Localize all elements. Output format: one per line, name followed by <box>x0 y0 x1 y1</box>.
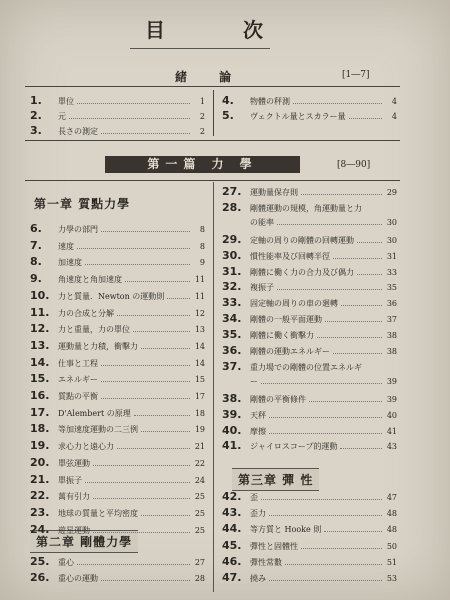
entry-number: 19. <box>30 439 50 453</box>
entry-page: 11 <box>194 275 205 285</box>
toc-entry <box>30 439 205 456</box>
leader-dots <box>277 218 382 225</box>
leader-dots <box>134 409 190 416</box>
leader-dots <box>93 526 190 533</box>
entry-title: 等方質と Hooke 則 <box>250 525 322 535</box>
leader-dots <box>325 315 382 322</box>
leader-dots <box>261 493 382 500</box>
leader-dots <box>269 574 382 581</box>
leader-dots <box>77 242 190 249</box>
entry-title: 撓み <box>250 574 266 583</box>
entry-number: 27. <box>222 185 242 198</box>
entry-number: 29. <box>222 232 242 246</box>
toc-entry <box>222 217 397 234</box>
toc-entry <box>222 185 397 202</box>
entry-page: 39 <box>386 394 397 404</box>
leader-dots <box>269 411 382 418</box>
toc-entry <box>222 265 397 282</box>
entry-page: 13 <box>194 325 205 335</box>
entry-page: 19 <box>194 425 205 435</box>
entry-title: 剛體に働く衝擊力 <box>250 331 314 341</box>
leader-dots <box>269 427 382 434</box>
entry-number: 38. <box>222 391 242 405</box>
entry-number: 28. <box>222 200 242 214</box>
entry-page: 53 <box>386 574 397 583</box>
toc-entry <box>222 424 397 441</box>
leader-dots <box>333 252 382 259</box>
entry-title: 摩擦 <box>250 426 266 436</box>
entry-title: エネルギー <box>58 375 98 385</box>
entry-number: 45. <box>222 538 242 552</box>
entry-page: 17 <box>194 392 205 401</box>
toc-entry <box>222 522 397 539</box>
leader-dots <box>293 97 382 104</box>
leader-dots <box>269 509 382 516</box>
entry-number: 37. <box>222 359 242 373</box>
leader-dots <box>69 112 190 119</box>
leader-dots <box>277 283 382 290</box>
title-rule <box>130 48 270 49</box>
toc-title-char-1: 目 <box>145 18 167 42</box>
toc-entry <box>30 571 205 588</box>
entry-number: 23. <box>30 505 50 519</box>
leader-dots <box>341 299 382 306</box>
entry-title: 長さの測定 <box>58 127 98 136</box>
toc-entry <box>222 392 397 409</box>
leader-dots <box>133 325 190 332</box>
column-divider <box>213 182 214 592</box>
entry-page: 40 <box>386 410 397 420</box>
leader-dots <box>101 574 190 581</box>
entry-number: 6. <box>30 222 42 235</box>
entry-page: 35 <box>386 283 397 293</box>
entry-title: 角速度と角加速度 <box>58 275 122 285</box>
entry-number: 20. <box>30 455 50 469</box>
entry-number: 41. <box>222 439 242 453</box>
toc-entry <box>30 473 205 490</box>
toc-entry <box>30 272 205 289</box>
entry-number: 10. <box>30 288 50 302</box>
leader-dots <box>261 377 382 384</box>
leader-dots <box>285 558 382 565</box>
entry-title: 固定軸の周りの車の廻轉 <box>250 299 338 309</box>
entry-title: 重力場での剛體の位置エネルギ <box>250 362 362 372</box>
entry-number: 30. <box>222 248 242 262</box>
entry-number: 5. <box>222 109 234 122</box>
entry-title: 單位 <box>58 97 74 106</box>
entry-page: 38 <box>386 331 397 341</box>
entry-title: 元 <box>58 112 66 121</box>
toc-entry <box>30 389 205 406</box>
leader-dots <box>85 258 190 265</box>
leader-dots <box>357 268 382 275</box>
entry-page: 25 <box>194 508 205 518</box>
entry-number: 25. <box>30 555 50 568</box>
entry-number: 14. <box>30 355 50 369</box>
entry-number: 26. <box>30 571 50 584</box>
entry-page: 39 <box>386 376 397 386</box>
entry-title: 質點の平衡 <box>58 392 98 401</box>
entry-title: 歪 <box>250 493 258 502</box>
leader-dots <box>93 492 190 499</box>
entry-page: 12 <box>194 308 205 318</box>
entry-title: 剛體の運動エネルギー <box>250 347 330 356</box>
entry-page: 47 <box>386 493 397 502</box>
entry-page: 14 <box>194 358 205 368</box>
entry-page: 14 <box>194 341 205 351</box>
leader-dots <box>357 236 382 243</box>
part-heading: 第一篇 力 學 <box>105 156 300 173</box>
toc-entry <box>222 555 397 572</box>
entry-page: 25 <box>194 525 205 535</box>
entry-page: 25 <box>194 492 205 502</box>
toc-entry <box>30 406 205 423</box>
entry-number: 24. <box>30 522 50 536</box>
entry-page: 22 <box>194 458 205 468</box>
leader-dots <box>77 558 190 565</box>
entry-number: 22. <box>30 489 50 503</box>
entry-title: 物體の秤測 <box>250 97 290 106</box>
entry-page: 15 <box>194 375 205 385</box>
toc-entry <box>30 456 205 473</box>
entry-title: 力と質量．Newton の運動則 <box>58 291 165 301</box>
entry-number: 43. <box>222 506 242 520</box>
entry-number: 1. <box>30 94 42 107</box>
entry-title: 力と重量，力の單位 <box>58 325 130 335</box>
toc-entry <box>222 249 397 266</box>
leader-dots <box>324 525 382 532</box>
toc-entry <box>30 422 205 439</box>
entry-page: 50 <box>386 541 397 551</box>
leader-dots <box>301 188 382 195</box>
leader-dots <box>317 331 382 338</box>
entry-number: 3. <box>30 124 42 137</box>
entry-page: 21 <box>194 442 205 452</box>
leader-dots <box>301 542 382 549</box>
entry-number: 7. <box>30 238 42 252</box>
entry-title: 萬有引力 <box>58 492 90 502</box>
entry-title: 剛體の一般平面運動 <box>250 315 322 325</box>
entry-title: 彈性常數 <box>250 557 282 567</box>
entry-number: 16. <box>30 389 50 402</box>
chapter-1-heading: 第一章 質點力學 <box>34 197 131 211</box>
entry-title: 遊星運動 <box>58 525 90 535</box>
entry-page: 11 <box>194 291 205 301</box>
entry-title: ー <box>250 376 258 386</box>
entry-title: 定軸の周りの剛體の回轉運動 <box>250 235 354 245</box>
entry-title: 單振子 <box>58 475 82 485</box>
leader-dots <box>117 309 190 316</box>
entry-page: 48 <box>386 525 397 535</box>
leader-dots <box>77 97 190 104</box>
entry-number: 13. <box>30 338 50 352</box>
entry-page: 41 <box>386 426 397 436</box>
entry-page: 37 <box>386 315 397 325</box>
toc-entry <box>30 339 205 356</box>
leader-dots <box>85 476 190 483</box>
entry-title: 歪力 <box>250 509 266 519</box>
toc-entry <box>222 490 397 507</box>
entry-title: 運動量保存則 <box>250 188 298 197</box>
entry-page: 51 <box>386 557 397 567</box>
chapter-3-heading: 第三章 彈 性 <box>232 468 319 491</box>
entry-title: 天秤 <box>250 410 266 420</box>
entry-number: 47. <box>222 571 242 584</box>
toc-entry <box>30 555 205 572</box>
leader-dots <box>117 442 190 449</box>
entry-title: 慣性能率及び回轉半徑 <box>250 251 330 261</box>
toc-entry <box>30 372 205 389</box>
entry-number: 39. <box>222 407 242 421</box>
toc-entry <box>30 506 205 523</box>
leader-dots <box>101 392 190 399</box>
toc-entry <box>222 539 397 556</box>
toc-entry <box>30 523 205 540</box>
entry-title: 剛體運動の規模，角運動量と力 <box>250 203 362 213</box>
entry-page: 30 <box>386 235 397 245</box>
leader-dots <box>125 275 190 282</box>
entry-page: 36 <box>386 299 397 309</box>
leader-dots <box>93 459 190 466</box>
entry-number: 31. <box>222 264 242 278</box>
leader-dots <box>167 292 190 299</box>
toc-entry <box>222 506 397 523</box>
entry-title: 單弦運動 <box>58 458 90 468</box>
leader-dots <box>141 425 190 432</box>
toc-title <box>145 14 265 43</box>
toc-entry <box>30 255 205 272</box>
toc-title-char-2: 次 <box>243 18 265 42</box>
entry-title: 重心 <box>58 558 74 567</box>
toc-entry <box>30 322 205 339</box>
entry-page: 43 <box>386 442 397 452</box>
leader-dots <box>309 395 382 402</box>
leader-dots <box>141 509 190 516</box>
intro-range: [1―7] <box>342 70 370 80</box>
entry-page: 8 <box>199 225 205 234</box>
toc-entry <box>222 233 397 250</box>
entry-page: 27 <box>194 558 205 567</box>
entry-page: 29 <box>386 188 397 197</box>
entry-page: 1 <box>199 97 205 106</box>
entry-number: 18. <box>30 422 50 436</box>
entry-number: 42. <box>222 490 242 503</box>
entry-title: 力學の部門 <box>58 225 98 234</box>
entry-page: 30 <box>386 217 397 227</box>
entry-number: 8. <box>30 255 42 269</box>
toc-entry <box>222 328 397 345</box>
entry-number: 21. <box>30 472 50 486</box>
toc-entry <box>222 201 397 218</box>
leader-dots <box>349 112 382 119</box>
toc-entry <box>30 124 205 141</box>
entry-title: 速度 <box>58 241 74 251</box>
toc-entry <box>222 408 397 425</box>
intro-rule-top <box>25 86 400 87</box>
entry-title: 剛體の平衡條件 <box>250 394 306 404</box>
entry-page: 4 <box>391 97 397 106</box>
entry-page: 38 <box>386 347 397 356</box>
toc-entry <box>222 376 397 393</box>
entry-number: 32. <box>222 280 242 294</box>
entry-number: 34. <box>222 312 242 326</box>
entry-number: 9. <box>30 272 42 286</box>
toc-entry <box>222 280 397 297</box>
entry-number: 2. <box>30 109 42 122</box>
entry-number: 35. <box>222 328 242 342</box>
toc-entry <box>222 439 397 456</box>
entry-page: 28 <box>194 574 205 583</box>
entry-title: D'Alembert の原理 <box>58 408 131 418</box>
entry-title: 地球の質量と平均密度 <box>58 508 138 518</box>
toc-entry <box>222 344 397 361</box>
leader-dots <box>101 375 190 382</box>
entry-title: 複振子 <box>250 283 274 293</box>
leader-dots <box>340 442 382 449</box>
toc-entry <box>30 306 205 323</box>
entry-number: 11. <box>30 305 50 319</box>
toc-entry <box>222 109 397 126</box>
toc-entry <box>30 356 205 373</box>
entry-page: 31 <box>386 251 397 261</box>
entry-title: 加速度 <box>58 258 82 268</box>
leader-dots <box>333 347 382 354</box>
leader-dots <box>141 342 190 349</box>
entry-number: 17. <box>30 405 50 419</box>
entry-page: 33 <box>386 267 397 277</box>
toc-entry <box>222 571 397 588</box>
entry-title: 重心の運動 <box>58 574 98 583</box>
chapter-2-heading: 第二章 剛體力學 <box>30 530 138 553</box>
entry-page: 24 <box>194 475 205 485</box>
leader-dots <box>101 225 190 232</box>
entry-title: 彈性と固體性 <box>250 541 298 551</box>
intro-column-divider <box>213 90 214 136</box>
entry-page: 48 <box>386 509 397 519</box>
entry-title: 求心力と遠心力 <box>58 442 114 452</box>
toc-entry <box>30 289 205 306</box>
part-rule <box>25 180 400 181</box>
entry-page: 2 <box>199 127 205 136</box>
entry-title: 力の合成と分解 <box>58 308 114 318</box>
entry-number: 12. <box>30 322 50 336</box>
entry-title: 仕事と工程 <box>58 358 98 368</box>
entry-number: 4. <box>222 94 234 107</box>
entry-title: 剛體に働く力の合力及び偶力 <box>250 267 354 277</box>
part-range: [8―90] <box>337 160 371 170</box>
toc-entry <box>30 222 205 239</box>
entry-number: 36. <box>222 344 242 357</box>
toc-entry <box>30 489 205 506</box>
toc-entry <box>222 296 397 313</box>
leader-dots <box>101 127 190 134</box>
leader-dots <box>101 359 190 366</box>
entry-title: 等加速度運動の二三例 <box>58 425 138 435</box>
entry-page: 4 <box>391 112 397 121</box>
entry-page: 8 <box>199 241 205 251</box>
entry-page: 9 <box>199 258 205 268</box>
entry-title: ジャイロスコープ的運動 <box>250 442 338 452</box>
intro-heading: 緒 論 <box>175 70 246 84</box>
entry-number: 15. <box>30 372 50 386</box>
entry-number: 33. <box>222 296 242 310</box>
entry-number: 40. <box>222 423 242 437</box>
toc-entry <box>30 239 205 256</box>
entry-title: ヴェクトル量とスカラー量 <box>250 112 346 121</box>
entry-title: の能率 <box>250 217 274 227</box>
toc-entry <box>222 360 397 377</box>
entry-number: 46. <box>222 554 242 568</box>
toc-entry <box>222 312 397 329</box>
entry-page: 2 <box>199 112 205 121</box>
entry-title: 運動量と力積，衝擊力 <box>58 341 138 351</box>
entry-number: 44. <box>222 522 242 536</box>
entry-page: 18 <box>194 408 205 418</box>
